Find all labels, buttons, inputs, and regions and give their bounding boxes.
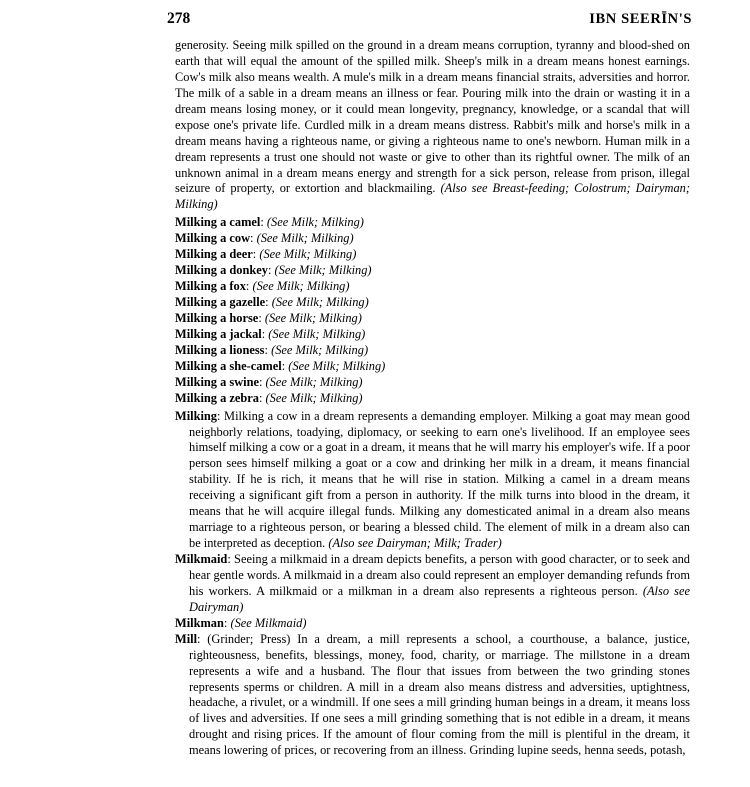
entry-crossref: (Also see Dairyman) (189, 583, 690, 614)
entry-term: Milking a lioness (175, 342, 265, 357)
dictionary-entry (175, 616, 690, 632)
entry-term: Milking a she-camel (175, 358, 282, 373)
entry-crossref: (See Milk; Milking) (288, 358, 386, 373)
list-item: Milking a lioness: (See Milk; Milking) (175, 342, 369, 357)
list-item: Milking a she-camel: (See Milk; Milking) (175, 358, 386, 373)
list-item: Milking a cow: (See Milk; Milking) (175, 231, 354, 246)
dictionary-entry (175, 409, 690, 552)
entry-term: Milking a horse (175, 310, 259, 325)
entry-crossref: (Also see Dairyman; Milk; Trader) (328, 536, 502, 551)
list-item: Milking a camel: (See Milk; Milking) (175, 215, 364, 230)
entry-crossref: (See Milk; Milking) (252, 279, 350, 294)
entry-term: Milking a camel (175, 215, 261, 230)
dictionary-entry (175, 552, 690, 616)
entry-text: : (Grinder; Press) In a dream, a mill represents a school, a courthouse, a balance, justice, righteousness, benefits, blessings, money, food, charity, or marriage. The millstone in a dream represents a wife and a husband. The flour that issues from between the two grinding stones represents sperms or children. A mill in a dream also means distress and adversities, uptightness, headache, a rivulet, or a windmill. If one sees a mill grinding human beings in a dream, it means loss of lives and adversities. If one sees a mill grinding something that is not edible in a dream, it means drought and rising prices. If the amount of flour coming from the mill is plentiful in the dream, it means lowering of prices, or recovering from an illness. Grinding lupine seeds, henna seeds, potash, (189, 631, 690, 758)
entry-crossref: (See Milk; Milking) (268, 326, 366, 341)
dictionary-entry (175, 632, 690, 760)
entry-term: Milking a fox (175, 279, 246, 294)
entry-crossref: (See Milk; Milking) (274, 263, 372, 278)
entry-term: Milking a cow (175, 231, 251, 246)
entry-term: Milking a zebra (175, 390, 259, 405)
list-item: Milking a jackal: (See Milk; Milking) (175, 326, 366, 341)
list-item: Milking a donkey: (See Milk; Milking) (175, 263, 372, 278)
entry-term: Milking a swine (175, 374, 259, 389)
entry-term: Milkmaid (175, 552, 228, 566)
list-item: Milking a deer: (See Milk; Milking) (175, 247, 357, 262)
entry-crossref: (See Milk; Milking) (259, 247, 357, 262)
entry-crossref: (See Milkmaid) (230, 615, 307, 630)
list-item: Milking a gazelle: (See Milk; Milking) (175, 295, 369, 309)
list-item: Milking a swine: (See Milk; Milking) (175, 374, 363, 389)
entry-crossref: (See Milk; Milking) (265, 374, 363, 389)
running-head: IBN SEERĪN'S (589, 11, 692, 27)
entry-term: Milking (175, 408, 217, 423)
entry-crossref: (See Milk; Milking) (264, 310, 362, 325)
entry-term: Milking a donkey (175, 263, 268, 278)
page-number: 278 (167, 10, 191, 27)
entry-crossref: (See Milk; Milking) (271, 295, 369, 309)
list-item: Milking a fox: (See Milk; Milking) (175, 279, 350, 294)
list-item: Milking a zebra: (See Milk; Milking) (175, 390, 363, 405)
opening-paragraph-crossref: (Also see Breast-feeding; Colostrum; Dairyman; Milking) (175, 181, 690, 212)
entry-term: Milking a deer (175, 247, 253, 262)
entry-term: Milking a gazelle (175, 295, 266, 309)
entry-text: : Seeing a milkmaid in a dream depicts benefits, a person with good character, or to seek and hear gentle words. A milkmaid in a dream also could represent an employer demanding refunds from his workers. A milkmaid or a milkman in a dream also represents a righteous person. (189, 552, 690, 598)
opening-paragraph (175, 38, 690, 213)
entry-crossref: (See Milk; Milking) (256, 231, 354, 246)
entry-term: Milking a jackal (175, 326, 262, 341)
entry-text: : Milking a cow in a dream represents a demanding employer. Milking a goat may mean good neighborly relations, toadying, diplomacy, or seeking to earn one's livelihood. If an employee sees himself milking a cow or a goat in a dream, it means that he will marry his employer's wife. If a poor person sees himself milking a goat or a cow and drinking her milk in a dream, it means financial stability. If he is rich, it means that he will rise in station. Milking a camel in a dream means receiving a significant gift from a person in authority. If the milk turns into blood in the dream, it means that he will acquire illegal funds. Milking any domesticated animal in a dream also means marriage to a righteous person, or bearing a blessed child. The element of milk in a dream also can be interpreted as deception. (189, 408, 690, 551)
entry-term: Milkman (175, 615, 224, 630)
opening-paragraph-text: generosity. Seeing milk spilled on the ground in a dream means corruption, tyranny and blood-shed on earth that will equal the amount of the spilled milk. Sheep's milk in a dream means honest earnings. Cow's milk also means wealth. A mule's milk in a dream means financial straits, adversities and horror. The milk of a sable in a dream means an illness or fear. Pouring milk into the drain or wasting it in a dream means losing money, or it could mean longevity, pregnancy, knowledge, or a scandal that will expose one's private life. Curdled milk in a dream means distress. Rabbit's milk and horse's milk in a dream means having a righteous name, or giving a righteous name to one's newborn. Human milk in a dream represents a trust one should not waste or give to other than its rightful owner. The milk of an unknown animal in a dream means energy and strength for a sick person, release from prison, illegal seizure of property, or extortion and blackmailing. (175, 38, 690, 196)
entry-text: : (223, 615, 231, 630)
entry-crossref: (See Milk; Milking) (266, 215, 364, 230)
page-header (167, 10, 692, 32)
entry-crossref: (See Milk; Milking) (265, 390, 363, 405)
list-item: Milking a horse: (See Milk; Milking) (175, 310, 362, 325)
page-body (175, 38, 690, 759)
entry-crossref: (See Milk; Milking) (271, 342, 369, 357)
entry-term: Mill (175, 631, 198, 646)
